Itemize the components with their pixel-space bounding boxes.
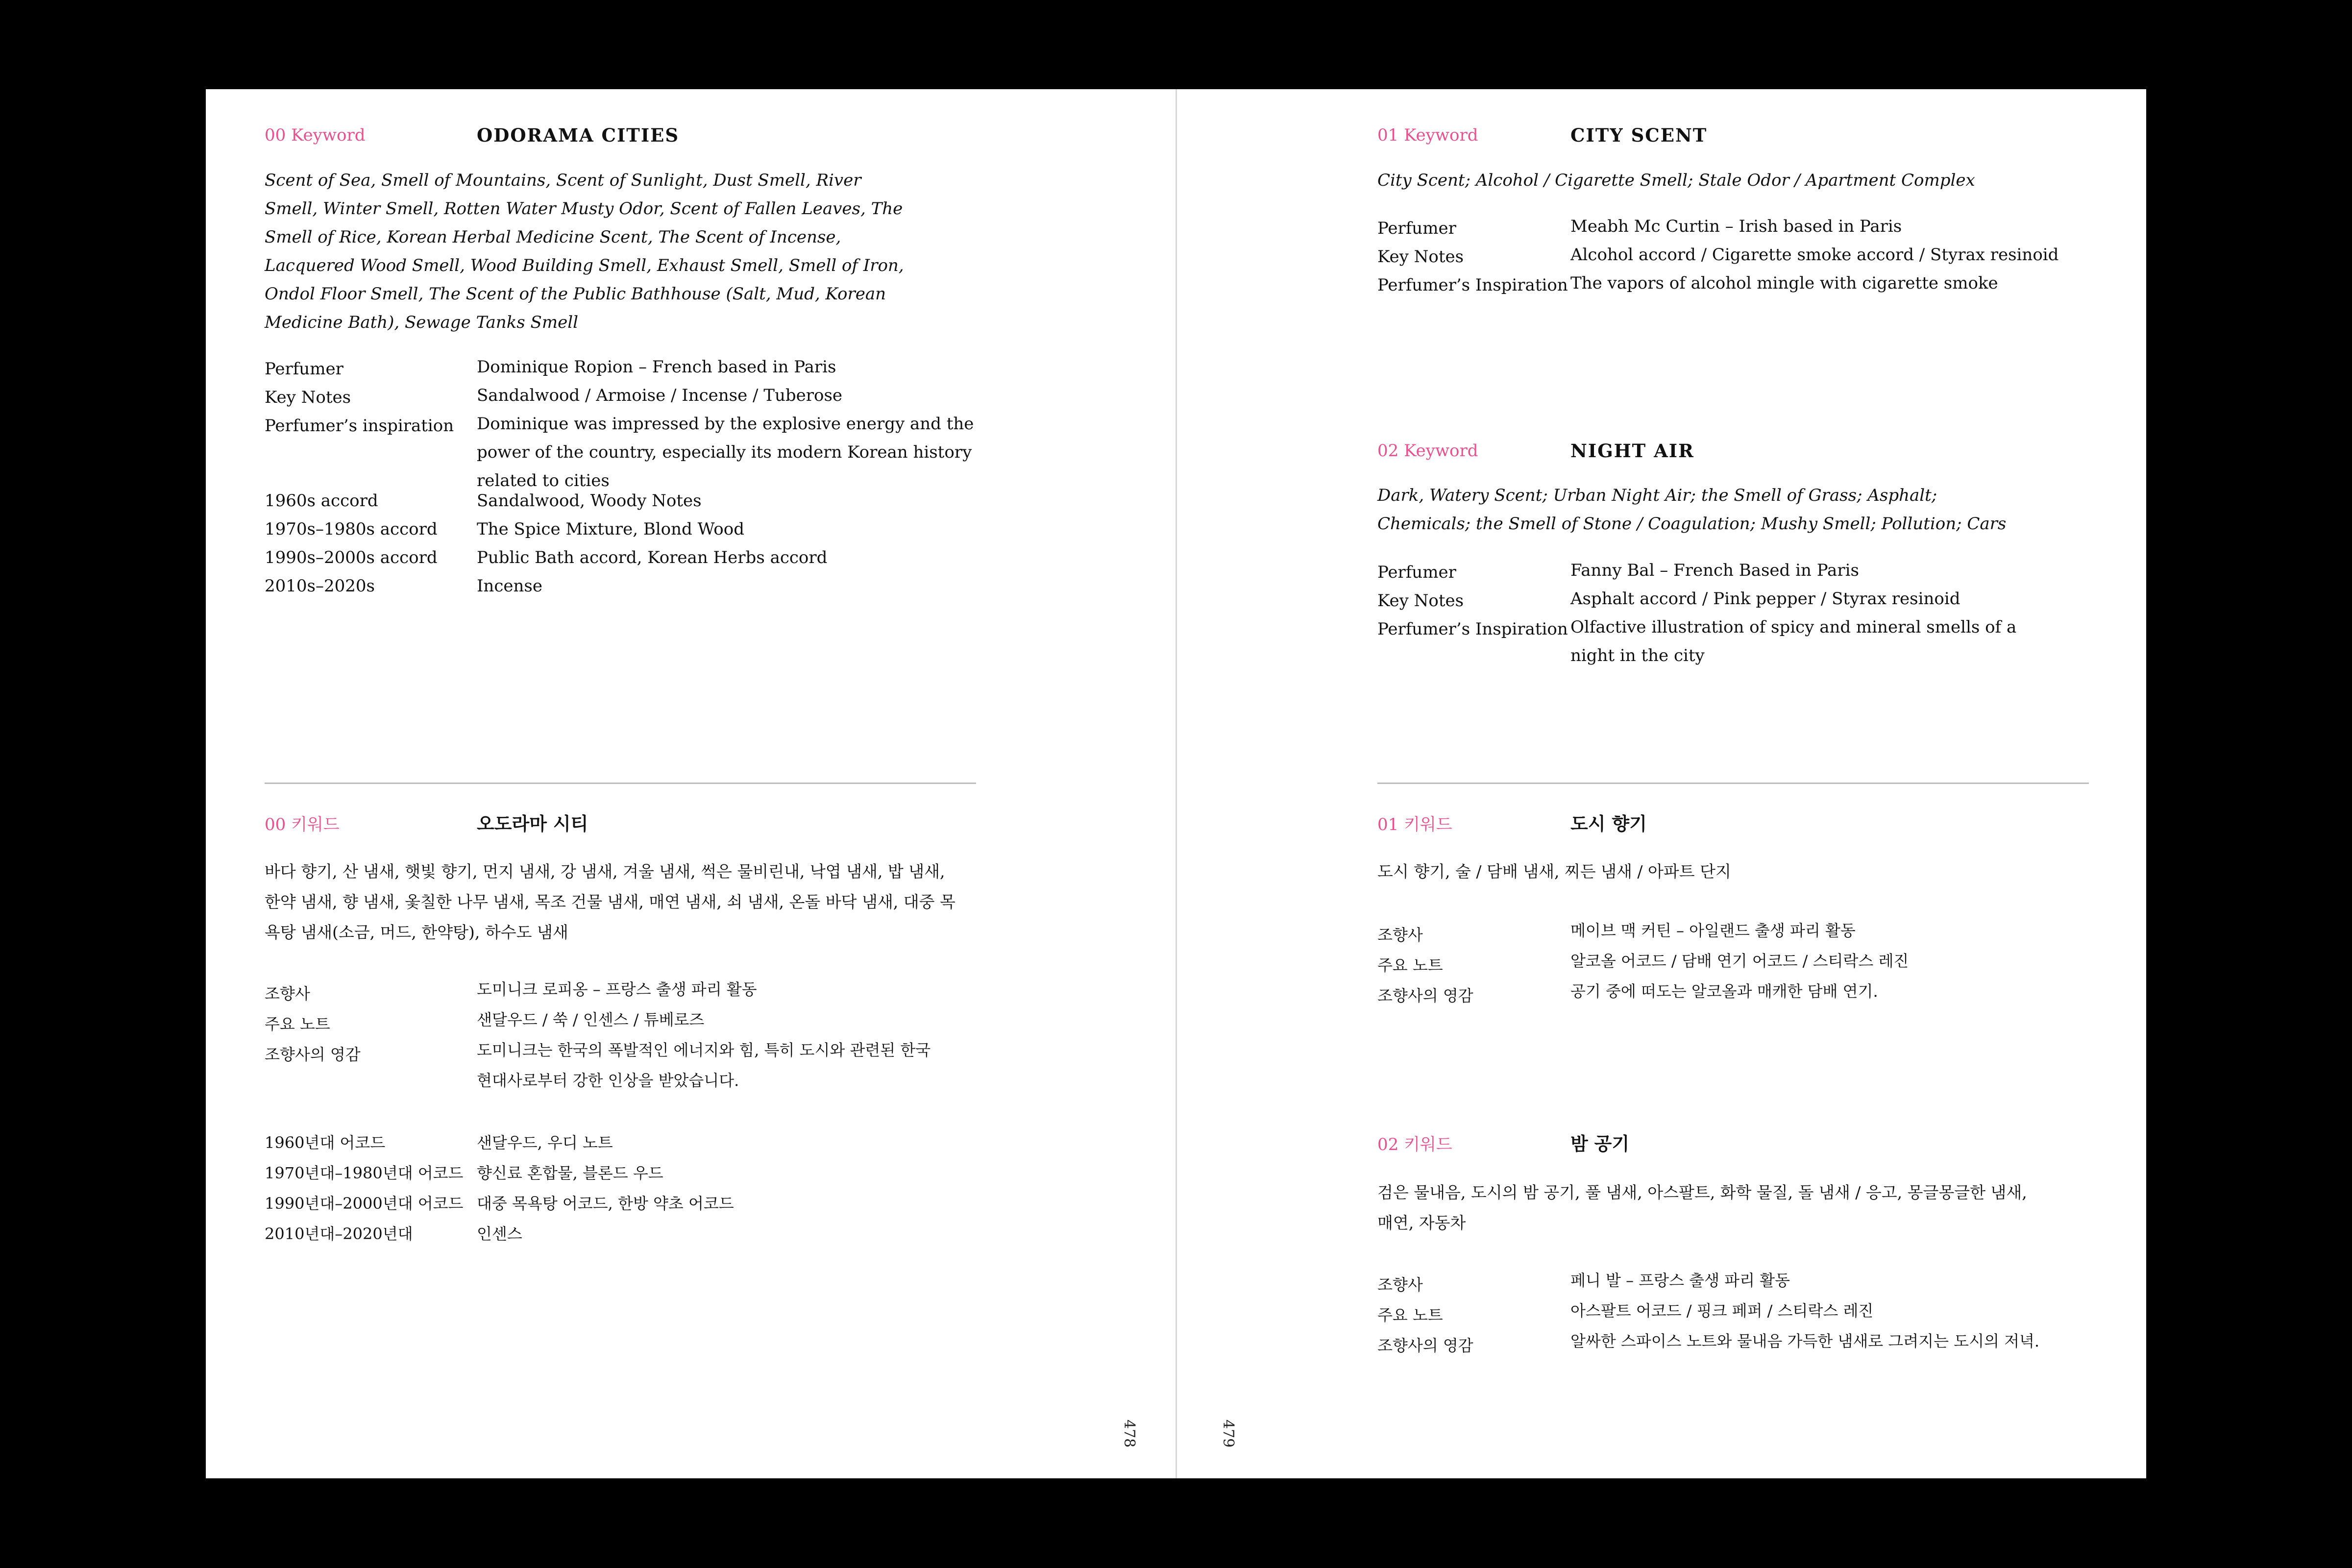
inspiration-value: Dominique was impressed by the explosive energy and the power of the country, especially its modern Korean history related to cities bbox=[477, 414, 974, 490]
accord-label: 1990s–2000s accord bbox=[265, 548, 438, 567]
accord-label: 1970년대–1980년대 어코드 bbox=[265, 1164, 464, 1182]
accord-label: 1970s–1980s accord bbox=[265, 519, 438, 539]
accord-label: 2010년대–2020년대 bbox=[265, 1225, 413, 1243]
key-notes-value: Alcohol accord / Cigarette smoke accord / Styrax resinoid bbox=[1570, 245, 2059, 265]
section-title: NIGHT AIR bbox=[1570, 440, 1694, 462]
page-number: 479 bbox=[1220, 1420, 1237, 1448]
accord-value: 샌달우드, 우디 노트 bbox=[477, 1133, 613, 1152]
key-notes-label: 주요 노트 bbox=[265, 1015, 330, 1033]
perfumer-value: 페니 발 – 프랑스 출생 파리 활동 bbox=[1570, 1271, 1790, 1290]
accord-label: 2010s–2020s bbox=[265, 576, 375, 596]
key-notes-value: Asphalt accord / Pink pepper / Styrax resinoid bbox=[1570, 589, 1960, 609]
inspiration-value: Olfactive illustration of spicy and mineral smells of a night in the city bbox=[1570, 617, 2017, 665]
scent-terms: City Scent; Alcohol / Cigarette Smell; Stale Odor / Apartment Complex bbox=[1377, 171, 1975, 190]
inspiration-value: 도미니크는 한국의 폭발적인 에너지와 힘, 특히 도시와 관련된 한국 현대사로부터 강한 인상을 받았습니다. bbox=[477, 1041, 931, 1090]
section-title: 도시 향기 bbox=[1570, 813, 1647, 834]
inspiration-value: 공기 중에 떠도는 알코올과 매캐한 담배 연기. bbox=[1570, 982, 1878, 1001]
accord-value: Sandalwood, Woody Notes bbox=[477, 491, 702, 511]
inspiration-value: 알싸한 스파이스 노트와 물내음 가득한 냄새로 그려지는 도시의 저녁. bbox=[1570, 1332, 2040, 1350]
section-divider bbox=[1377, 783, 2089, 784]
keyword-label: 00 Keyword bbox=[265, 125, 366, 145]
inspiration-label: Perfumer’s Inspiration bbox=[1377, 275, 1568, 295]
section-divider bbox=[265, 783, 976, 784]
inspiration-label: 조향사의 영감 bbox=[265, 1045, 361, 1064]
page-number: 478 bbox=[1121, 1420, 1138, 1448]
section-title: CITY SCENT bbox=[1570, 124, 1708, 146]
perfumer-label: Perfumer bbox=[265, 359, 343, 379]
accord-value: 향신료 혼합물, 블론드 우드 bbox=[477, 1164, 663, 1182]
key-notes-label: Key Notes bbox=[265, 388, 351, 407]
accord-value: 대중 목욕탕 어코드, 한방 약초 어코드 bbox=[477, 1194, 734, 1213]
key-notes-value: 샌달우드 / 쑥 / 인센스 / 튜베로즈 bbox=[477, 1010, 705, 1029]
accord-value: Incense bbox=[477, 576, 542, 596]
inspiration-label: 조향사의 영감 bbox=[1377, 1336, 1473, 1355]
key-notes-value: 알코올 어코드 / 담배 연기 어코드 / 스티락스 레진 bbox=[1570, 952, 1909, 970]
key-notes-value: 아스팔트 어코드 / 핑크 페퍼 / 스티락스 레진 bbox=[1570, 1301, 1874, 1320]
perfumer-label: Perfumer bbox=[1377, 563, 1456, 582]
perfumer-value: Meabh Mc Curtin – Irish based in Paris bbox=[1570, 217, 1902, 236]
perfumer-value: Dominique Ropion – French based in Paris bbox=[477, 357, 836, 377]
scent-terms: 도시 향기, 술 / 담배 냄새, 찌든 냄새 / 아파트 단지 bbox=[1377, 862, 1731, 881]
inspiration-label: Perfumer’s Inspiration bbox=[1377, 619, 1568, 639]
accord-value: The Spice Mixture, Blond Wood bbox=[477, 519, 744, 539]
perfumer-value: Fanny Bal – French Based in Paris bbox=[1570, 561, 1859, 580]
scent-terms: 바다 향기, 산 냄새, 햇빛 향기, 먼지 냄새, 강 냄새, 겨울 냄새, 썩은 물비린내, 낙엽 냄새, 밥 냄새, 한약 냄새, 향 냄새, 옻칠한 나무 냄새, 목조 건물 냄새, 매연 냄새, 쇠 냄새, 온돌 바닥 냄새, 대중 목욕탕 냄새(소금, 머드, 한약탕), 하수도 냄새 bbox=[265, 862, 956, 942]
accord-label: 1990년대–2000년대 어코드 bbox=[265, 1194, 464, 1213]
keyword-label: 01 Keyword bbox=[1377, 125, 1478, 145]
keyword-label: 01 키워드 bbox=[1377, 815, 1452, 834]
key-notes-label: Key Notes bbox=[1377, 247, 1464, 267]
inspiration-label: Perfumer’s inspiration bbox=[265, 416, 454, 436]
perfumer-label: 조향사 bbox=[265, 984, 310, 1003]
section-title: 밤 공기 bbox=[1570, 1133, 1630, 1154]
inspiration-label: 조향사의 영감 bbox=[1377, 986, 1473, 1005]
accord-label: 1960s accord bbox=[265, 491, 378, 511]
accord-value: 인센스 bbox=[477, 1225, 522, 1243]
perfumer-value: 메이브 맥 커틴 – 아일랜드 출생 파리 활동 bbox=[1570, 921, 1856, 940]
scent-terms: Dark, Watery Scent; Urban Night Air; the Smell of Grass; Asphalt; Chemicals; the Smell of Stone / Coagulation; Mushy Smell; Pollution; Cars bbox=[1377, 486, 2007, 534]
keyword-label: 02 Keyword bbox=[1377, 441, 1478, 461]
key-notes-label: 주요 노트 bbox=[1377, 956, 1443, 975]
key-notes-label: Key Notes bbox=[1377, 591, 1464, 611]
perfumer-label: 조향사 bbox=[1377, 1275, 1423, 1294]
perfumer-label: 조향사 bbox=[1377, 926, 1423, 944]
section-title: 오도라마 시티 bbox=[477, 813, 588, 834]
keyword-label: 00 키워드 bbox=[265, 815, 340, 834]
perfumer-value: 도미니크 로피옹 – 프랑스 출생 파리 활동 bbox=[477, 980, 757, 999]
scent-terms: 검은 물내음, 도시의 밤 공기, 풀 냄새, 아스팔트, 화학 물질, 돌 냄새 / 응고, 몽글몽글한 냄새, 매연, 자동차 bbox=[1377, 1183, 2027, 1232]
perfumer-label: Perfumer bbox=[1377, 219, 1456, 238]
accord-label: 1960년대 어코드 bbox=[265, 1133, 386, 1152]
accord-value: Public Bath accord, Korean Herbs accord bbox=[477, 548, 828, 567]
inspiration-value: The vapors of alcohol mingle with cigarette smoke bbox=[1570, 273, 1998, 293]
scent-terms: Scent of Sea, Smell of Mountains, Scent of Sunlight, Dust Smell, River Smell, Winter Smell, Rotten Water Musty Odor, Scent of Fallen Leaves, The Smell of Rice, Korean Herbal Medicine Scent, The Scent of Incense, Lacquered Wood Smell, Wood Building Smell, Exhaust Smell, Smell of Iron, Ondol Floor Smell, The Scent of the Public Bathhouse (Salt, Mud, Korean Medicine Bath), Sewage Tanks Smell bbox=[265, 171, 904, 332]
keyword-label: 02 키워드 bbox=[1377, 1135, 1452, 1154]
book-gutter bbox=[1176, 89, 1177, 1478]
key-notes-value: Sandalwood / Armoise / Incense / Tuberose bbox=[477, 386, 843, 405]
section-title: ODORAMA CITIES bbox=[477, 124, 680, 146]
key-notes-label: 주요 노트 bbox=[1377, 1306, 1443, 1324]
